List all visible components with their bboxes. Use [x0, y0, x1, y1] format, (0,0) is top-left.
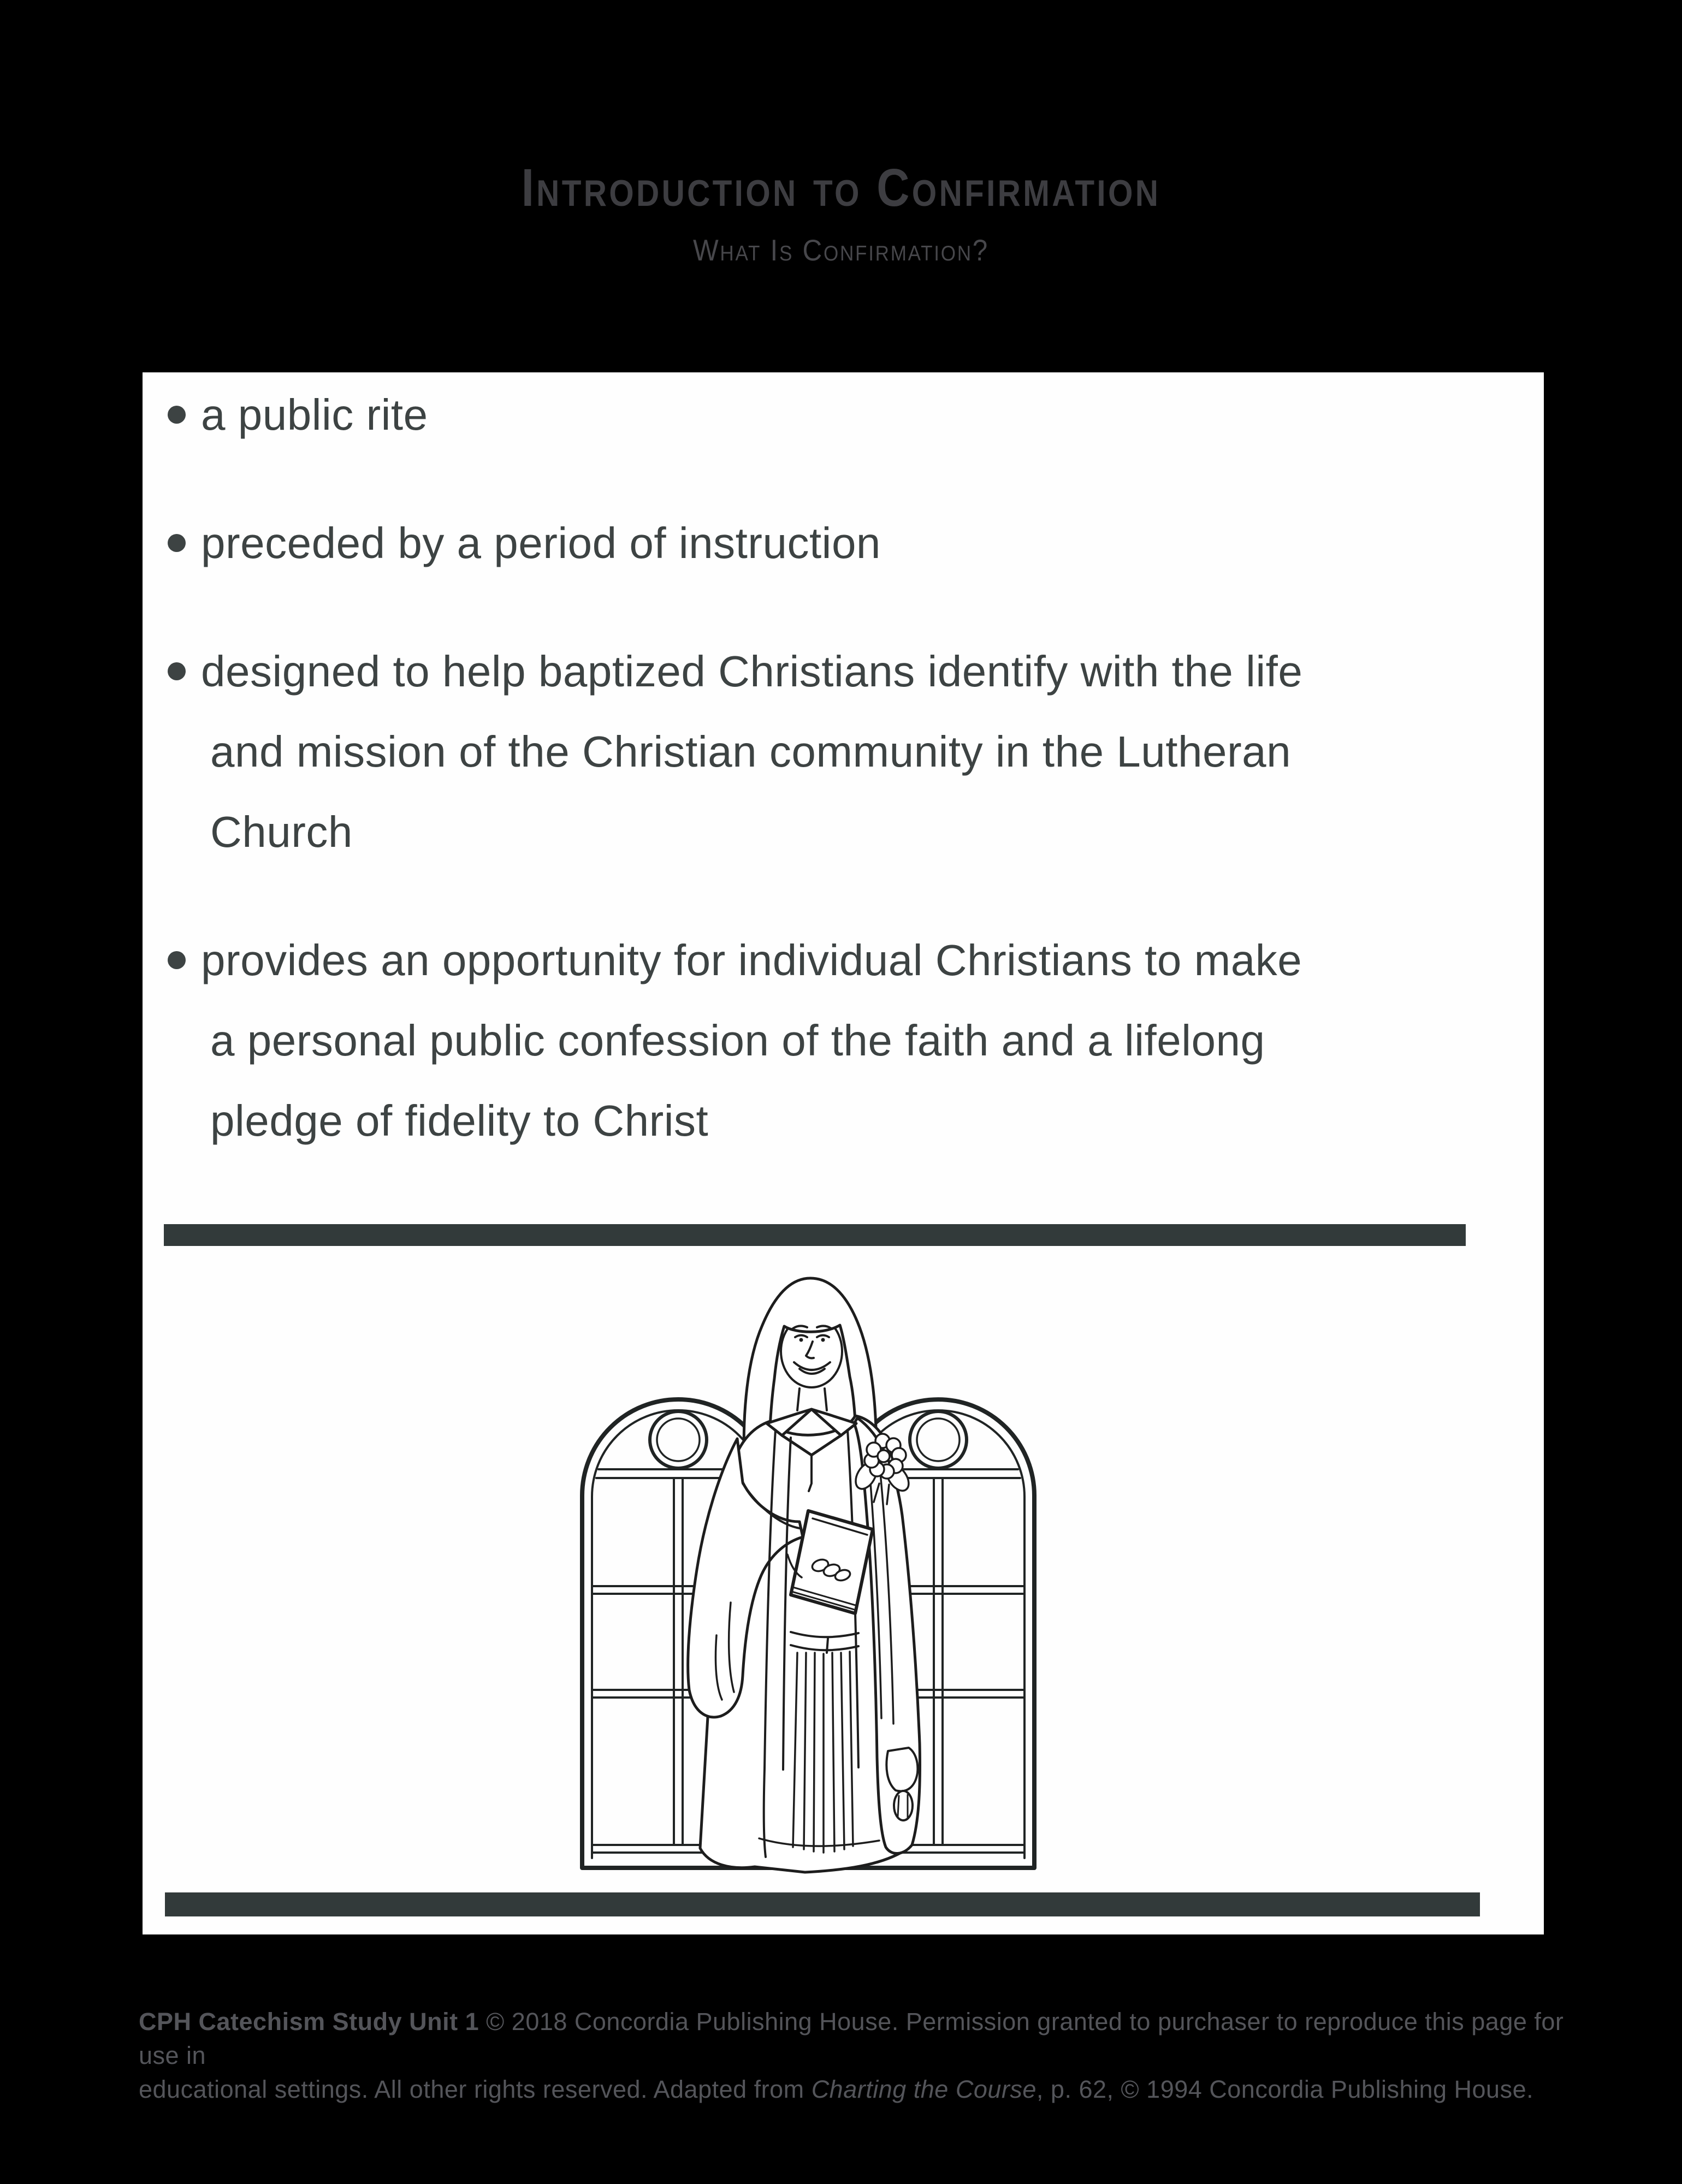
bullet-dot	[168, 534, 186, 552]
bullet-dot	[168, 662, 186, 680]
divider-bar-top	[164, 1224, 1466, 1246]
bullet-line: pledge of fidelity to Christ	[210, 1096, 709, 1145]
footer-line-1	[139, 2005, 1570, 2073]
bullet-item	[168, 631, 1478, 872]
neck	[797, 1388, 827, 1410]
bullet-line: Church	[210, 808, 353, 856]
confirmand-illustration	[573, 1275, 1043, 1876]
footer-source-title: Charting the Course	[811, 2075, 1037, 2103]
bullet-item	[168, 920, 1478, 1161]
bullet-item	[168, 375, 1478, 455]
divider-bar-bottom	[165, 1892, 1480, 1916]
footer-unit-label: CPH Catechism Study Unit 1	[139, 2008, 479, 2035]
footer-line-1-text: © 2018 Concordia Publishing House. Permission granted to purchaser to reproduce this page for use in	[139, 2008, 1564, 2069]
bullet-item	[168, 503, 1478, 583]
copyright-footer	[139, 2005, 1570, 2106]
page-title: Introduction to Confirmation	[521, 158, 1161, 217]
bullet-line: designed to help baptized Christians identify with the life	[201, 647, 1303, 696]
bullet-line: a personal public confession of the faith and a lifelong	[210, 1016, 1265, 1065]
bullet-list	[168, 375, 1478, 1209]
confirmand-figure	[688, 1278, 920, 1872]
footer-line-2-tail: , p. 62, © 1994 Concordia Publishing House.	[1036, 2075, 1534, 2103]
bullet-line: a public rite	[201, 390, 428, 439]
bullet-dot	[168, 406, 186, 424]
bullet-line: preceded by a period of instruction	[201, 519, 881, 567]
bullet-line: provides an opportunity for individual Christians to make	[201, 936, 1302, 984]
footer-line-2-text: educational settings. All other rights reserved. Adapted from	[139, 2075, 812, 2103]
footer-line-2	[139, 2073, 1570, 2106]
bullet-line: and mission of the Christian community in the Lutheran	[210, 727, 1292, 776]
bullet-dot	[168, 951, 186, 969]
content-box	[143, 372, 1544, 1934]
page-subtitle: What Is Confirmation?	[692, 233, 990, 267]
